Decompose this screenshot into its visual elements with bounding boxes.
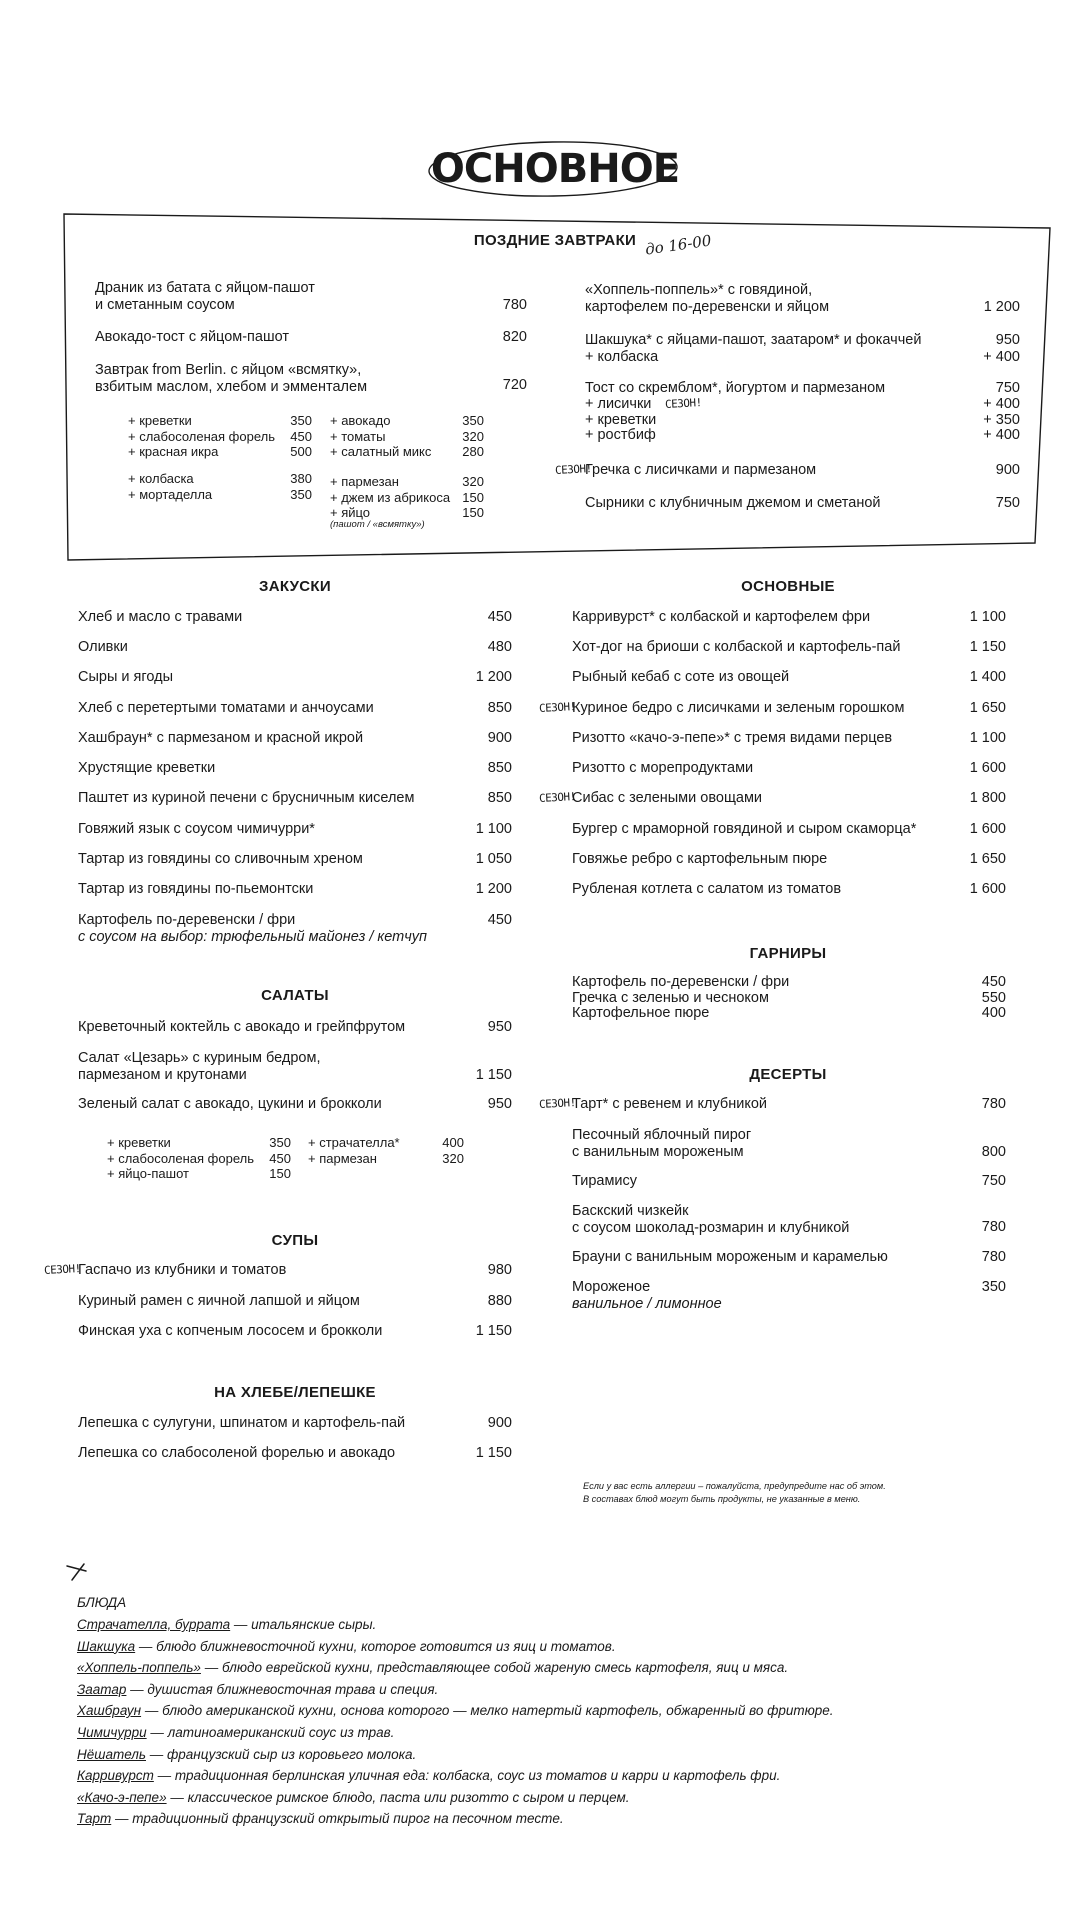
menu-price: 450: [487, 609, 512, 625]
menu-price: 780: [981, 1096, 1006, 1112]
glossary-entry: Нёшатель — французский сыр из коровьего молока.: [77, 1746, 417, 1762]
menu-price: 850: [487, 790, 512, 806]
season-badge: СЕЗОН!: [538, 700, 577, 715]
breakfast-time-note: до 16-00: [644, 231, 713, 259]
salad-addons-list: + креветки + слабосоленая форель + яйцо-пашот: [107, 1135, 254, 1182]
page-title: ОСНОВНОЕ: [430, 146, 680, 192]
menu-item: Мороженое: [572, 1279, 651, 1295]
menu-item: Тирамису: [572, 1173, 638, 1189]
menu-item: Креветочный коктейль с авокадо и грейпфрутом: [78, 1019, 406, 1035]
menu-item: Хот-дог на бриоши с колбаской и картофель-пай: [572, 639, 901, 655]
menu-price: 950: [487, 1019, 512, 1035]
menu-item: Салат «Цезарь» с куриным бедром, пармезаном и крутонами: [78, 1050, 321, 1083]
section-heading-sides: ГАРНИРЫ: [749, 945, 827, 962]
breakfast-price: 750: [995, 495, 1020, 511]
menu-price: 800: [981, 1144, 1006, 1160]
breakfast-price: 900: [995, 462, 1020, 478]
menu-item: Куриный рамен с яичной лапшой и яйцом: [78, 1293, 360, 1309]
breakfast-addons-list: + колбаска + мортаделла: [128, 471, 213, 502]
menu-item: Сыры и ягоды: [78, 669, 173, 685]
menu-price: 1 600: [969, 760, 1006, 776]
menu-item: Баскский чизкейк с соусом шоколад-розмарин и клубникой: [572, 1203, 850, 1236]
menu-price: 1 150: [969, 639, 1006, 655]
section-heading-zakuski: ЗАКУСКИ: [259, 578, 331, 595]
menu-item: Хашбраун* с пармезаном и красной икрой: [78, 730, 364, 746]
allergy-note: Если у вас есть аллергии – пожалуйста, предупредите нас об этом. В составах блюд могут быть продукты, не указанные в меню.: [583, 1481, 886, 1504]
menu-item: Паштет из куриной печени с брусничным киселем: [78, 790, 415, 806]
icecream-flavors: ванильное / лимонное: [572, 1296, 722, 1312]
menu-price: 780: [981, 1219, 1006, 1235]
breakfast-addons-list: + авокадо + томаты + салатный микс: [330, 413, 432, 460]
menu-price: 1 200: [475, 881, 512, 897]
potato-sauce-note: с соусом на выбор: трюфельный майонез / кетчуп: [78, 929, 427, 945]
breakfast-item: Сырники с клубничным джемом и сметаной: [585, 495, 881, 511]
section-heading-bread: НА ХЛЕБЕ/ЛЕПЕШКЕ: [214, 1384, 376, 1401]
menu-price: 480: [487, 639, 512, 655]
sides-list: Картофель по-деревенски / фри Гречка с зеленью и чесноком Картофельное пюре: [572, 974, 790, 1022]
menu-item: Хлеб с перетертыми томатами и анчоусами: [78, 700, 374, 716]
menu-price: 900: [487, 1415, 512, 1431]
menu-price: 1 800: [969, 790, 1006, 806]
glossary-entry: Карривурст — традиционная берлинская уличная еда: колбаска, соус из томатов и карри и картофель фри.: [77, 1768, 781, 1784]
menu-item: Хлеб и масло с травами: [78, 609, 243, 625]
menu-item: Карривурст* с колбаской и картофелем фри: [572, 609, 871, 625]
breakfast-price: 820: [502, 329, 527, 345]
menu-item: Тарт* с ревенем и клубникой: [572, 1096, 767, 1112]
page-title-block: [425, 138, 685, 200]
menu-price: 850: [487, 760, 512, 776]
breakfast-item: Шакшука* с яйцами-пашот, заатаром* и фокаччей + колбаска: [585, 332, 922, 365]
menu-price: 1 100: [969, 730, 1006, 746]
menu-price: 1 200: [475, 669, 512, 685]
menu-item: Песочный яблочный пирог с ванильным мороженым: [572, 1127, 752, 1160]
menu-price: 1 150: [475, 1067, 512, 1083]
breakfast-addons-list: + креветки + слабосоленая форель + красная икра: [128, 413, 275, 460]
menu-item: Рубленая котлета с салатом из томатов: [572, 881, 842, 897]
breakfast-item: Драник из батата с яйцом-пашот и сметанным соусом: [95, 280, 315, 313]
breakfast-addons-prices: 380 350: [290, 471, 312, 502]
section-heading-mains: ОСНОВНЫЕ: [741, 578, 835, 595]
menu-price: 950: [487, 1096, 512, 1112]
season-badge: СЕЗОН!: [554, 462, 593, 477]
menu-item: Куриное бедро с лисичками и зеленым горошком: [572, 700, 905, 716]
glossary-heading: БЛЮДА: [77, 1595, 127, 1610]
menu-item: Ризотто с морепродуктами: [572, 760, 754, 776]
menu-item: Тартар из говядины по-пьемонтски: [78, 881, 314, 897]
breakfast-item: Авокадо-тост с яйцом-пашот: [95, 329, 289, 345]
glossary-entry: Заатар — душистая ближневосточная трава и специя.: [77, 1681, 439, 1697]
menu-item: Финская уха с копченым лососем и брокколи: [78, 1323, 383, 1339]
menu-item: Брауни с ванильным мороженым и карамелью: [572, 1249, 888, 1265]
menu-item: Гаспачо из клубники и томатов: [78, 1262, 287, 1278]
glossary-entry: Хашбраун — блюдо американской кухни, основа которого — мелко натертый картофель, обжаренный во фритюре.: [77, 1703, 834, 1719]
menu-item: Рыбный кебаб с соте из овощей: [572, 669, 790, 685]
section-heading-desserts: ДЕСЕРТЫ: [749, 1066, 827, 1083]
menu-price: 1 100: [969, 609, 1006, 625]
menu-price: 1 600: [969, 821, 1006, 837]
menu-price: 1 650: [969, 851, 1006, 867]
season-badge: СЕЗОН!: [538, 790, 577, 805]
breakfast-addons-prices: 320 150 150: [462, 474, 484, 521]
menu-price: 1 150: [475, 1445, 512, 1461]
menu-price: 1 650: [969, 700, 1006, 716]
glossary-list: [77, 1614, 834, 1830]
menu-price: 1 050: [475, 851, 512, 867]
menu-price: 750: [981, 1173, 1006, 1189]
salad-addons-prices: 400 320: [442, 1135, 464, 1166]
salad-addons-list: + страчателла* + пармезан: [308, 1135, 400, 1166]
season-badge: СЕЗОН!: [538, 1096, 577, 1111]
section-heading-soups: СУПЫ: [271, 1232, 319, 1249]
glossary-entry: Тарт — традиционный французский открытый пирог на песочном тесте.: [77, 1811, 564, 1827]
menu-item: Картофель по-деревенски / фри: [78, 912, 296, 928]
breakfast-item: Тост со скремблом*, йогуртом и пармезаном + лисички + креветки + ростбиф: [585, 380, 886, 444]
menu-price: 980: [487, 1262, 512, 1278]
breakfast-addons-list: + пармезан + джем из абрикоса + яйцо: [330, 474, 451, 521]
menu-price: 350: [981, 1279, 1006, 1295]
glossary-entry: Чимичурри — латиноамериканский соус из трав.: [77, 1724, 395, 1740]
glossary-entry: «Хоппель-поппель» — блюдо еврейской кухни, представляющее собой жареную смесь картофеля, яиц и мяса.: [77, 1660, 789, 1676]
menu-price: 1 100: [475, 821, 512, 837]
breakfast-price: 750 + 400 + 350 + 400: [983, 380, 1020, 444]
menu-item: Хрустящие креветки: [78, 760, 216, 776]
menu-item: Сибас с зелеными овощами: [572, 790, 763, 806]
menu-item: Говяжий язык с соусом чимичурри*: [78, 821, 315, 837]
menu-item: Лепешка с сулугуни, шпинатом и картофель-пай: [78, 1415, 406, 1431]
menu-price: 780: [981, 1249, 1006, 1265]
menu-price: 1 400: [969, 669, 1006, 685]
breakfast-addons-prices: 350 320 280: [462, 413, 484, 460]
glossary-entry: «Качо-э-пепе» — классическое римское блюдо, паста или ризотто с сыром и перцем.: [77, 1789, 630, 1805]
menu-price: 1 600: [969, 881, 1006, 897]
breakfast-price: 720: [502, 377, 527, 393]
breakfast-heading: ПОЗДНИЕ ЗАВТРАКИ: [473, 232, 637, 249]
season-badge: СЕЗОН!: [664, 396, 703, 411]
breakfast-item: Гречка с лисичками и пармезаном: [585, 462, 817, 478]
menu-item: Оливки: [78, 639, 128, 655]
glossary-entry: Шакшука — блюдо ближневосточной кухни, которое готовится из яиц и томатов.: [77, 1638, 616, 1654]
breakfast-price: 1 200: [983, 299, 1020, 315]
season-badge: СЕЗОН!: [43, 1262, 82, 1277]
section-heading-salads: САЛАТЫ: [261, 987, 329, 1004]
breakfast-price: 780: [502, 297, 527, 313]
sides-prices: 450 550 400: [981, 974, 1006, 1022]
salad-addons-prices: 350 450 150: [269, 1135, 291, 1182]
asterisk-icon: [64, 1562, 90, 1582]
menu-price: 900: [487, 730, 512, 746]
menu-price: 850: [487, 700, 512, 716]
egg-note: (пашот / «всмятку»): [330, 519, 425, 530]
menu-item: Зеленый салат с авокадо, цукини и брокколи: [78, 1096, 382, 1112]
breakfast-price: 950 + 400: [983, 332, 1020, 365]
menu-price: 880: [487, 1293, 512, 1309]
menu-item: Говяжье ребро с картофельным пюре: [572, 851, 828, 867]
breakfast-item: «Хоппель-поппель»* с говядиной, картофелем по-деревенски и яйцом: [585, 282, 830, 315]
glossary-entry: Страчателла, буррата — итальянские сыры.: [77, 1617, 377, 1632]
menu-item: Тартар из говядины со сливочным хреном: [78, 851, 363, 867]
menu-item: Бургер с мраморной говядиной и сыром скаморца*: [572, 821, 917, 837]
menu-price: 1 150: [475, 1323, 512, 1339]
menu-price: 450: [487, 912, 512, 928]
menu-item: Лепешка со слабосоленой форелью и авокадо: [78, 1445, 396, 1461]
breakfast-addons-prices: 350 450 500: [290, 413, 312, 460]
menu-item: Ризотто «качо-э-пепе»* с тремя видами перцев: [572, 730, 893, 746]
breakfast-item: Завтрак from Berlin. с яйцом «всмятку», взбитым маслом, хлебом и эмменталем: [95, 362, 368, 395]
